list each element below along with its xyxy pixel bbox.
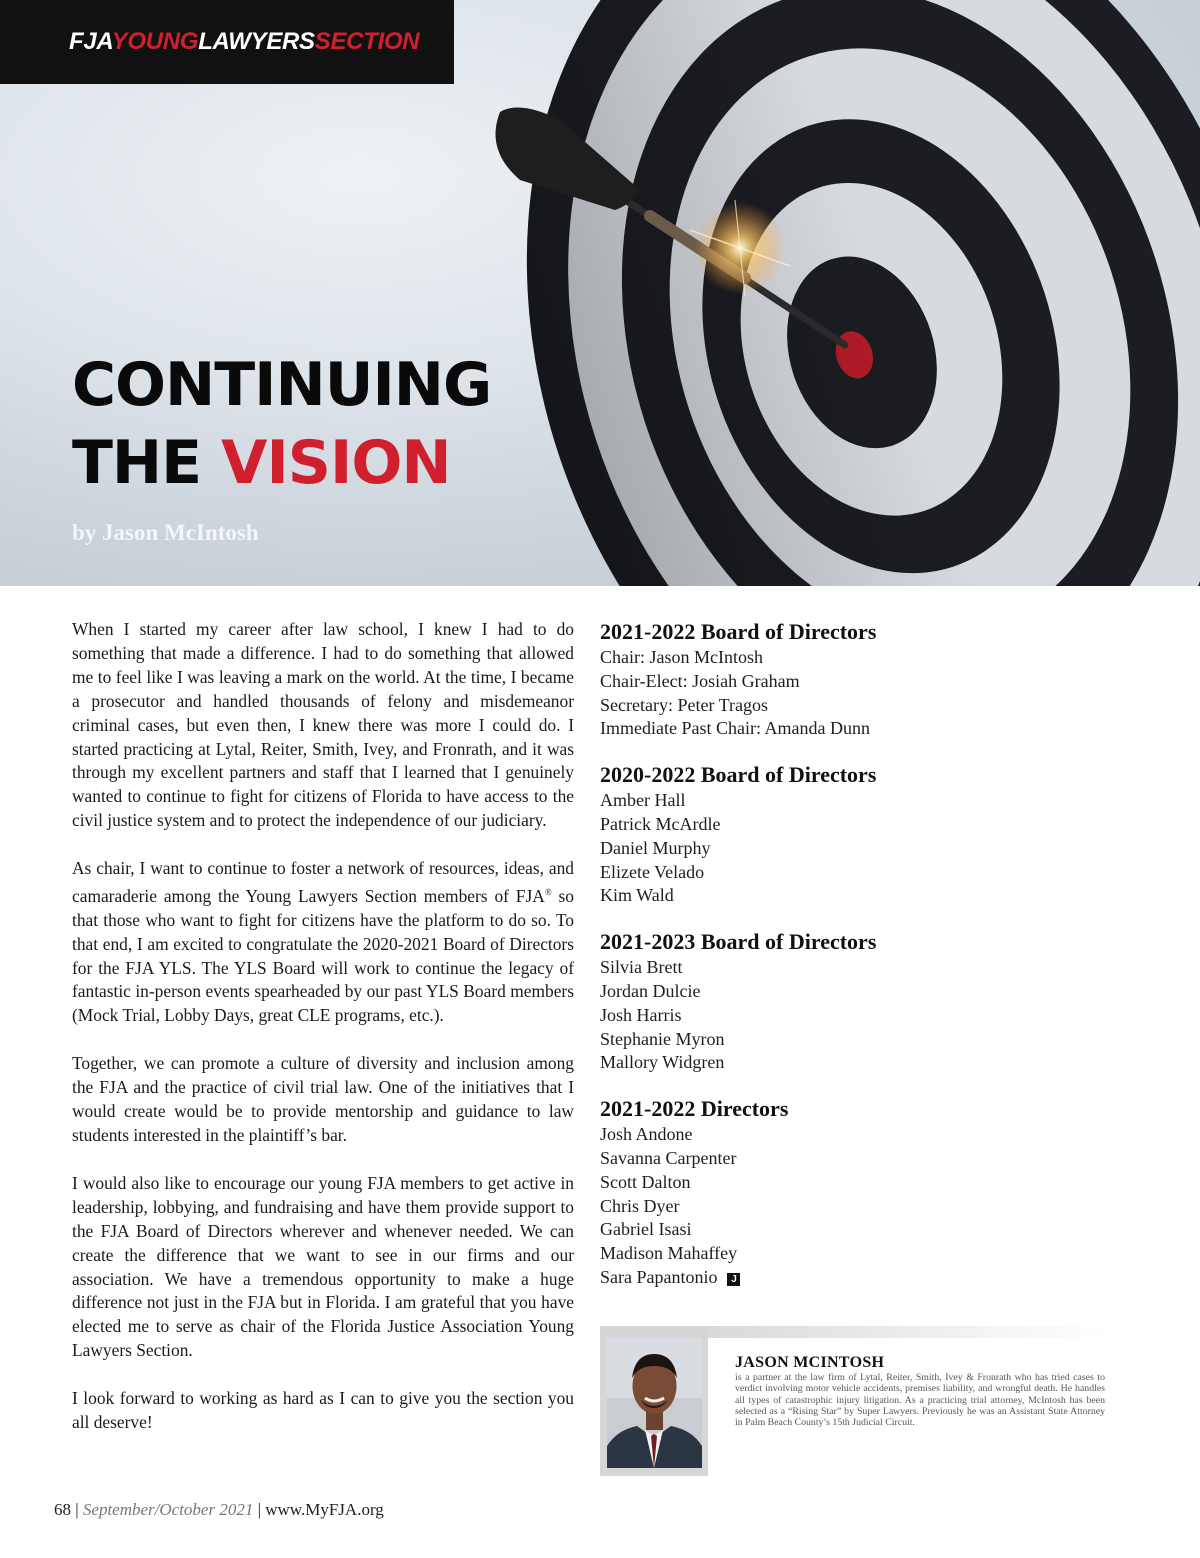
registered-mark: ® [544, 887, 552, 898]
paragraph-2-start: As chair, I want to continue to foster a network of resources, ideas, and camaraderie among the Young Lawyers Section members of FJA [72, 858, 574, 906]
title-the: THE [72, 428, 202, 498]
paragraph-2 [72, 857, 574, 1028]
page-footer [54, 1500, 384, 1520]
author-bio [735, 1354, 1105, 1428]
title-vision: VISION [221, 428, 451, 498]
author-portrait-icon [607, 1338, 702, 1468]
board-member: Scott Dalton [600, 1171, 691, 1192]
board-member: Josh Andone [600, 1124, 693, 1145]
board-member: Chair: Jason McIntosh [600, 647, 763, 667]
board-member: Silvia Brett [600, 957, 683, 978]
board-heading: 2021-2022 Directors [600, 1096, 789, 1122]
page-number: 68 [54, 1500, 71, 1519]
board-member: Chair-Elect: Josiah Graham [600, 670, 800, 691]
paragraph-4: I would also like to encourage our young FJA members to get active in leadership, lobbying, and fundraising and have them provide support to the FJA Board of Directors wherever and whenever needed. We can create the difference that we want to see in our firms and our association. We have a tremendous opportunity to make a huge difference not just in the FJA but in Florida. I am grateful that you have elected me to serve as chair of the Florida Justice Association Young Lawyers Section. [72, 1172, 574, 1361]
paragraph-5: I look forward to working as hard as I can to give you the section you all deserve! [72, 1388, 574, 1433]
section-label-lawyers: LAWYERS [198, 28, 315, 55]
board-member: Jordan Dulcie [600, 980, 701, 1001]
board-member: Immediate Past Chair: Amanda Dunn [600, 718, 870, 739]
board-group [600, 928, 980, 1075]
section-label-fja: FJA [69, 28, 112, 55]
board-listing [600, 618, 980, 1310]
end-of-article-icon: J [727, 1273, 740, 1286]
board-member: Elizete Velado [600, 861, 705, 882]
hero-image [0, 0, 1200, 586]
board-member-name: Sara Papantonio [600, 1266, 718, 1287]
board-group [600, 1095, 980, 1290]
issue-date: September/October 2021 [82, 1500, 254, 1519]
paragraph-3: Together, we can promote a culture of diversity and inclusion among the FJA and the practice of civil trial law. One of the initiatives that I would create would be to provide mentorship and guidance to law students interested in the plaintiff’s bar. [72, 1053, 574, 1146]
section-label-section: SECTION [314, 28, 420, 55]
section-label-young: YOUNG [111, 28, 199, 55]
board-member: Daniel Murphy [600, 837, 711, 858]
board-member: Stephanie Myron [600, 1028, 725, 1049]
board-member: Amber Hall [600, 790, 686, 811]
board-group [600, 761, 980, 908]
byline: by Jason McIntosh [72, 520, 259, 545]
board-member: Madison Mahaffey [600, 1243, 738, 1264]
board-heading: 2021-2022 Board of Directors [600, 619, 877, 644]
title-line-1: CONTINUING [72, 350, 492, 420]
board-member: Kim Wald [600, 885, 674, 906]
board-member: Savanna Carpenter [600, 1147, 737, 1168]
author-name: JASON MCINTOSH [735, 1354, 885, 1371]
article-body [72, 618, 574, 1459]
board-member: Mallory Widgren [600, 1052, 725, 1073]
footer-separator: | [257, 1500, 261, 1519]
board-member: Chris Dyer [600, 1195, 680, 1216]
board-member: Josh Harris [600, 1004, 682, 1025]
board-member: Patrick McArdle [600, 813, 721, 834]
paragraph-1: When I started my career after law school, I knew I had to do something that made a difference. I had to do something that allowed me to feel like I was leaving a mark on the world. At the time, I became a prosecutor and handled thousands of felony and misdemeanor criminal cases, but even then, I knew there was more I could do. I started practicing at Lytal, Reiter, Smith, Ivey, and Fronrath, and it was through my excellent partners and staff that I learned that I genuinely wanted to continue to fight for citizens of Florida to have access to the civil justice system and to protect the independence of our judiciary. [72, 619, 574, 831]
board-group [600, 618, 980, 741]
article-title [72, 346, 491, 502]
footer-separator: | [75, 1500, 79, 1519]
board-member: Secretary: Peter Tragos [600, 694, 768, 715]
section-label [69, 28, 419, 56]
author-photo [607, 1338, 702, 1468]
board-heading: 2020-2022 Board of Directors [600, 762, 877, 788]
section-tab [0, 0, 454, 84]
board-member-last [600, 1266, 980, 1290]
board-member: Gabriel Isasi [600, 1219, 692, 1240]
board-heading: 2021-2023 Board of Directors [600, 929, 877, 955]
website-link[interactable]: www.MyFJA.org [265, 1500, 384, 1519]
author-description: is a partner at the law firm of Lytal, Reiter, Smith, Ivey & Fronrath who has tried cases to verdict involving motor vehicle accidents, premises liability, and wrongful death. He handles all types of catastrophic injury litigation. As a practicing trial attorney, McIntosh has been selected as a “Rising Star” by Super Lawyers. Previously he was an Assistant State Attorney in Palm Beach County’s 15th Judicial Circuit. [735, 1372, 1105, 1429]
paragraph-2-end: so that those who want to fight for citizens have the platform to do so. To that end, I am excited to congratulate the 2020-2021 Board of Directors for the FJA YLS. The YLS Board will work to continue the legacy of fantastic in-person events spearheaded by our past YLS Board members (Mock Trial, Lobby Days, great CLE programs, etc.). [72, 885, 575, 1026]
